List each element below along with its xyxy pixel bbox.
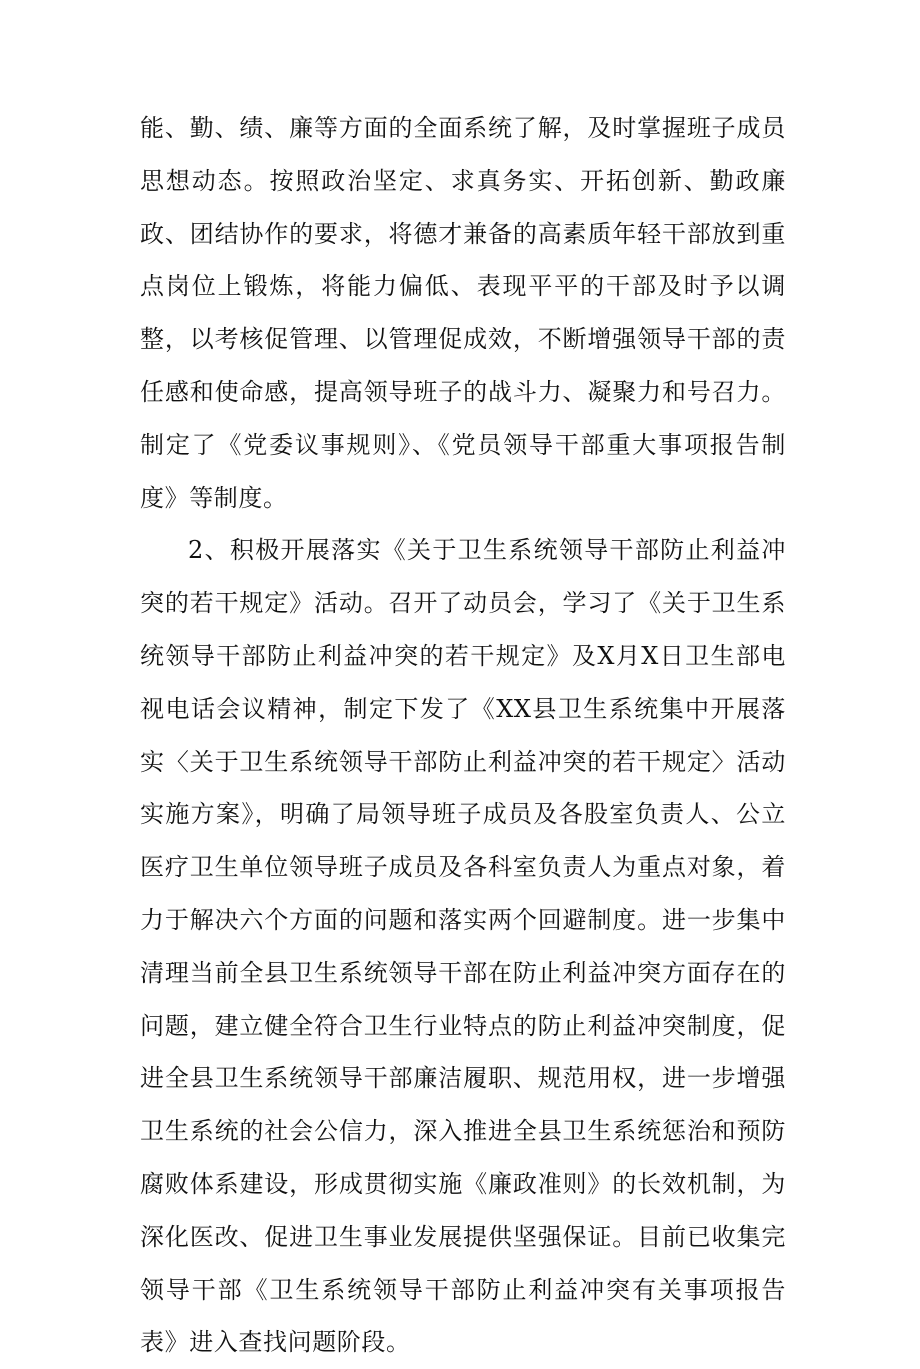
document-body [140,102,786,1369]
paragraph-item-2: 2、积极开展落实《关于卫生系统领导干部防止利益冲突的若干规定》活动。召开了动员会，学习了《关于卫生系统领导干部防止利益冲突的若干规定》及X月X日卫生部电视电话会议精神，制定下发了《XX县卫生系统集中开展落实〈关于卫生系统领导干部防止利益冲突的若干规定〉活动实施方案》，明确了局领导班子成员及各股室负责人、公立医疗卫生单位领导班子成员及各科室负责人为重点对象，着力于解决六个方面的问题和落实两个回避制度。进一步集中清理当前全县卫生系统领导干部在防止利益冲突方面存在的问题，建立健全符合卫生行业特点的防止利益冲突制度，促进全县卫生系统领导干部廉洁履职、规范用权，进一步增强卫生系统的社会公信力，深入推进全县卫生系统惩治和预防腐败体系建设，形成贯彻实施《廉政准则》的长效机制，为深化医改、促进卫生事业发展提供坚强保证。目前已收集完领导干部《卫生系统领导干部防止利益冲突有关事项报告表》进入查找问题阶段。 [140,536,786,1357]
paragraph-continuation: 能、勤、绩、廉等方面的全面系统了解，及时掌握班子成员思想动态。按照政治坚定、求真务实、开拓创新、勤政廉政、团结协作的要求，将德才兼备的高素质年轻干部放到重点岗位上锻炼，将能力偏低、表现平平的干部及时予以调整，以考核促管理、以管理促成效，不断增强领导干部的责任感和使命感，提高领导班子的战斗力、凝聚力和号召力。制定了《党委议事规则》、《党员领导干部重大事项报告制度》等制度。 [140,114,786,512]
